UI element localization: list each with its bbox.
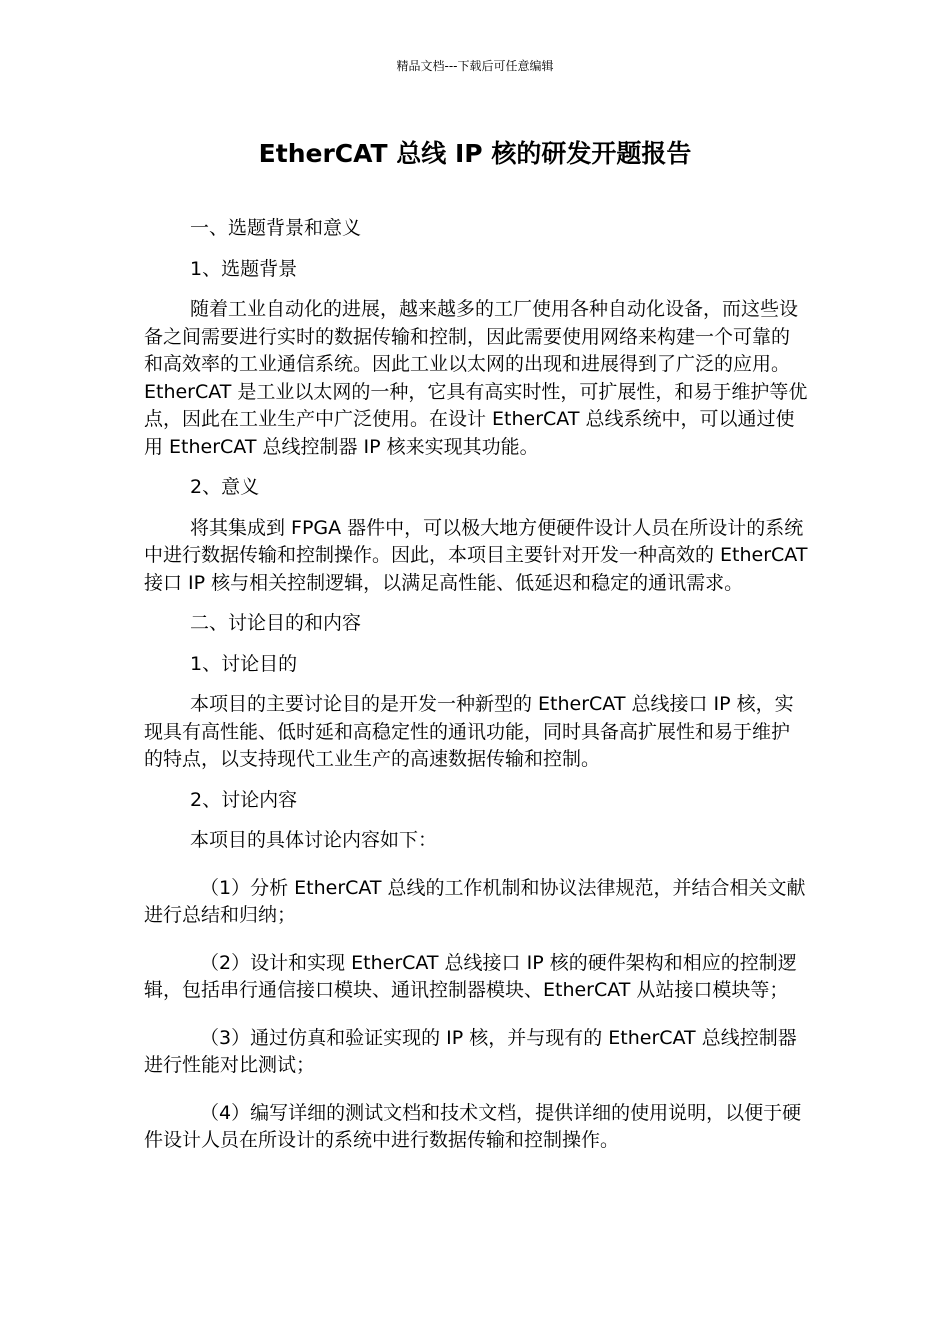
list-item: （3）通过仿真和验证实现的 IP 核，并与现有的 EtherCAT 总线控制器进行性能对比测试； <box>144 1026 797 1076</box>
document-title: EtherCAT 总线 IP 核的研发开题报告 <box>258 139 692 168</box>
page-header-note: 精品文档---下载后可任意编辑 <box>396 59 554 73</box>
list-item: （4）编写详细的测试文档和技术文档，提供详细的使用说明，以便于硬件设计人员在所设计的系统中进行数据传输和控制操作。 <box>144 1101 802 1151</box>
subsection-heading-purpose: 1、讨论目的 <box>190 652 298 675</box>
section-heading-1: 一、选题背景和意义 <box>190 217 362 239</box>
paragraph-content-intro: 本项目的具体讨论内容如下： <box>190 829 438 851</box>
paragraph-background: 随着工业自动化的进展，越来越多的工厂使用各种自动化设备，而这些设备之间需要进行实时的数据传输和控制，因此需要使用网络来构建一个可靠的和高效率的工业通信系统。因此工业以太网的出现和进展得到了广泛的应用。EtherCAT 是工业以太网的一种，它具有高实时性，可扩展性，和易于维护等优点，因此在工业生产中广泛使用。在设计 EtherCAT 总线系统中，可以通过使用 EtherCAT 总线控制器 IP 核来实现其功能。 <box>144 298 808 458</box>
subsection-heading-content: 2、讨论内容 <box>190 788 298 811</box>
document-body <box>144 215 808 1155</box>
subsection-heading-significance: 2、意义 <box>190 476 260 498</box>
list-item: （2）设计和实现 EtherCAT 总线接口 IP 核的硬件架构和相应的控制逻辑，包括串行通信接口模块、通讯控制器模块、EtherCAT 从站接口模块等； <box>144 951 797 1001</box>
list-item: （1）分析 EtherCAT 总线的工作机制和协议法律规范，并结合相关文献进行总结和归纳； <box>144 876 806 926</box>
paragraph-significance: 将其集成到 FPGA 器件中，可以极大地方便硬件设计人员在所设计的系统中进行数据传输和控制操作。因此，本项目主要针对开发一种高效的 EtherCAT 接口 IP 核与相关控制逻辑，以满足高性能、低延迟和稳定的通讯需求。 <box>144 516 808 594</box>
paragraph-purpose: 本项目的主要讨论目的是开发一种新型的 EtherCAT 总线接口 IP 核，实现具有高性能、低时延和高稳定性的通讯功能，同时具备高扩展性和易于维护的特点，以支持现代工业生产的高速数据传输和控制。 <box>144 693 794 770</box>
subsection-heading-background: 1、选题背景 <box>190 257 298 280</box>
section-heading-2: 二、讨论目的和内容 <box>190 612 362 634</box>
